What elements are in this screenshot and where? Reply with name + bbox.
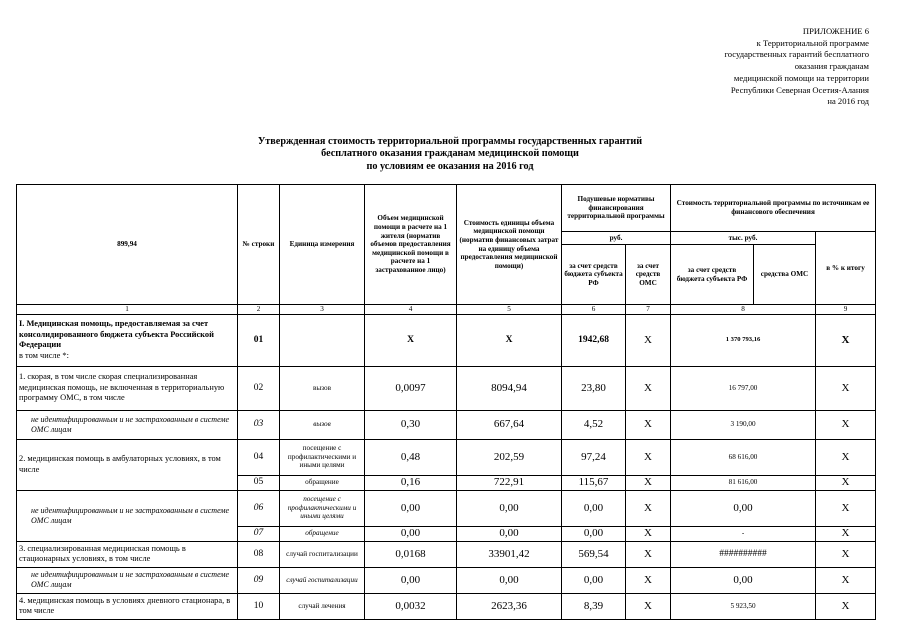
row-no: 01 — [238, 314, 280, 366]
row-vol: X — [365, 314, 457, 366]
row-tb: ########## — [671, 541, 816, 567]
row-roms: X — [626, 314, 671, 366]
row-no: 10 — [238, 593, 280, 619]
row-tb: 68 616,00 — [671, 439, 816, 475]
row-no: 06 — [238, 490, 280, 526]
row-no: 02 — [238, 366, 280, 410]
appendix-line: государственных гарантий бесплатного — [724, 49, 869, 60]
header-oms: за счет средств ОМС — [626, 245, 671, 305]
appendix-line: ПРИЛОЖЕНИЕ 6 — [802, 26, 869, 36]
row-no: 07 — [238, 526, 280, 541]
row-no: 04 — [238, 439, 280, 475]
row-cost: 722,91 — [457, 475, 562, 490]
row-vol: 0,00 — [365, 567, 457, 593]
row-cost: 33901,42 — [457, 541, 562, 567]
row-tb: 0,00 — [671, 490, 816, 526]
colnum: 2 — [238, 305, 280, 315]
row-name: не идентифицированным и не застрахованным в системе ОМС лицам — [17, 490, 238, 541]
header-budget2: за счет средств бюджета субъекта РФ — [671, 245, 754, 305]
cost-table — [16, 184, 876, 620]
colnum: 6 — [562, 305, 626, 315]
row-roms: X — [626, 366, 671, 410]
row-toms: X — [816, 593, 876, 619]
row-no: 03 — [238, 410, 280, 439]
row-toms: X — [816, 567, 876, 593]
header-thrub: тыс. руб. — [671, 232, 816, 245]
appendix-line: к Территориальной программе — [756, 37, 869, 48]
row-no: 09 — [238, 567, 280, 593]
row-vol: 0,16 — [365, 475, 457, 490]
row-roms: X — [626, 475, 671, 490]
row-sub: в том числе *: — [19, 350, 69, 360]
row-name: 2. медицинская помощь в амбулаторных условиях, в том числе — [17, 439, 238, 490]
header-corner: 899,94 — [17, 185, 238, 305]
row-cost: 667,64 — [457, 410, 562, 439]
row-vol: 0,0097 — [365, 366, 457, 410]
table-row — [17, 314, 876, 366]
row-toms: X — [816, 314, 876, 366]
appendix-line: на 2016 год — [827, 96, 869, 107]
row-vol: 0,48 — [365, 439, 457, 475]
row-tb: 81 616,00 — [671, 475, 816, 490]
appendix-block — [609, 26, 869, 108]
row-vol: 0,0032 — [365, 593, 457, 619]
appendix-line: Республики Северная Осетия-Алания — [730, 84, 869, 95]
table-row — [17, 593, 876, 619]
table-row — [17, 567, 876, 593]
row-vol: 0,0168 — [365, 541, 457, 567]
row-name: не идентифицированным и не застрахованным в системе ОМС лицам — [17, 410, 238, 439]
appendix-line: медицинской помощи на территории — [733, 72, 869, 83]
row-toms: X — [816, 410, 876, 439]
row-vol: 0,30 — [365, 410, 457, 439]
row-name: не идентифицированным и не застрахованным в системе ОМС лицам — [17, 567, 238, 593]
row-toms: X — [816, 526, 876, 541]
header-volume: Объем медицинской помощи в расчете на 1 жителя (норматив объемов предоставления медицинской помощи в расчете на 1 застрахованное лицо) — [365, 185, 457, 305]
row-rb: 97,24 — [562, 439, 626, 475]
header-rub: руб. — [562, 232, 671, 245]
row-rb: 115,67 — [562, 475, 626, 490]
row-rb: 569,54 — [562, 541, 626, 567]
table-row — [17, 490, 876, 526]
row-vol: 0,00 — [365, 526, 457, 541]
header-sources: Стоимость территориальной программы по источникам ее финансового обеспечения — [671, 185, 876, 232]
row-roms: X — [626, 526, 671, 541]
row-name: 3. специализированная медицинская помощь в стационарных условиях, в том числе — [17, 541, 238, 567]
row-cost: 8094,94 — [457, 366, 562, 410]
row-rb: 1942,68 — [562, 314, 626, 366]
row-cost: 202,59 — [457, 439, 562, 475]
document-title — [170, 136, 730, 173]
header-cost: Стоимость единицы объема медицинской помощи (норматив финансовых затрат на единицу объема предоставления медицинской помощи) — [457, 185, 562, 305]
row-tb: - — [671, 526, 816, 541]
row-rb: 0,00 — [562, 526, 626, 541]
table-row — [17, 541, 876, 567]
header-row-no: № строки — [238, 185, 280, 305]
row-toms: X — [816, 541, 876, 567]
row-cost: 2623,36 — [457, 593, 562, 619]
row-roms: X — [626, 490, 671, 526]
row-roms: X — [626, 410, 671, 439]
colnum: 4 — [365, 305, 457, 315]
row-roms: X — [626, 541, 671, 567]
row-rb: 8,39 — [562, 593, 626, 619]
header-pct: в % к итогу — [816, 232, 876, 305]
title-line: бесплатного оказания гражданам медицинской помощи — [321, 148, 579, 160]
row-roms: X — [626, 439, 671, 475]
table-row — [17, 366, 876, 410]
row-unit — [280, 314, 365, 366]
row-cost: 0,00 — [457, 567, 562, 593]
row-cost: 0,00 — [457, 490, 562, 526]
colnum: 1 — [17, 305, 238, 315]
row-unit: обращение — [280, 475, 365, 490]
colnum: 7 — [626, 305, 671, 315]
row-unit: посещение с профилактическими и иными целями — [280, 439, 365, 475]
row-tb: 1 370 793,16 — [671, 314, 816, 366]
row-toms: X — [816, 366, 876, 410]
row-no: 08 — [238, 541, 280, 567]
row-name: I. Медицинская помощь, предоставляемая за счет консолидированного бюджета субъекта Российской Федерации — [19, 319, 214, 350]
table-row — [17, 410, 876, 439]
row-tb: 0,00 — [671, 567, 816, 593]
row-name-cell — [17, 314, 238, 366]
row-rb: 23,80 — [562, 366, 626, 410]
row-name: 1. скорая, в том числе скорая специализированная медицинская помощь, не включенная в территориальную программу ОМС, в том числе — [17, 366, 238, 410]
row-vol: 0,00 — [365, 490, 457, 526]
row-roms: X — [626, 593, 671, 619]
row-cost: 0,00 — [457, 526, 562, 541]
colnum: 5 — [457, 305, 562, 315]
title-line: Утвержденная стоимость территориальной программы государственных гарантий — [257, 136, 643, 147]
colnum: 9 — [816, 305, 876, 315]
row-toms: X — [816, 475, 876, 490]
row-unit: случай госпитализации — [280, 567, 365, 593]
row-roms: X — [626, 567, 671, 593]
row-rb: 0,00 — [562, 567, 626, 593]
table-row — [17, 439, 876, 475]
title-line: по условиям ее оказания на 2016 год — [366, 160, 534, 172]
row-unit: посещение с профилактическими и иными целями — [280, 490, 365, 526]
row-toms: X — [816, 490, 876, 526]
row-unit: обращение — [280, 526, 365, 541]
row-unit: вызов — [280, 366, 365, 410]
header-unit: Единица измерения — [280, 185, 365, 305]
row-name: 4. медицинская помощь в условиях дневного стационара, в том числе — [17, 593, 238, 619]
row-unit: вызов — [280, 410, 365, 439]
header-budget: за счет средств бюджета субъекта РФ — [562, 245, 626, 305]
row-toms: X — [816, 439, 876, 475]
row-rb: 0,00 — [562, 490, 626, 526]
header-oms2: средства ОМС — [754, 245, 816, 305]
appendix-line: оказания гражданам — [794, 61, 869, 72]
row-tb: 16 797,00 — [671, 366, 816, 410]
colnum: 3 — [280, 305, 365, 315]
row-cost: X — [457, 314, 562, 366]
row-unit: случай госпитализации — [280, 541, 365, 567]
colnum: 8 — [671, 305, 816, 315]
row-no: 05 — [238, 475, 280, 490]
header-percap: Подушевые нормативы финансирования территориальной программы — [562, 185, 671, 232]
row-tb: 3 190,00 — [671, 410, 816, 439]
row-unit: случай лечения — [280, 593, 365, 619]
row-rb: 4,52 — [562, 410, 626, 439]
row-tb: 5 923,50 — [671, 593, 816, 619]
